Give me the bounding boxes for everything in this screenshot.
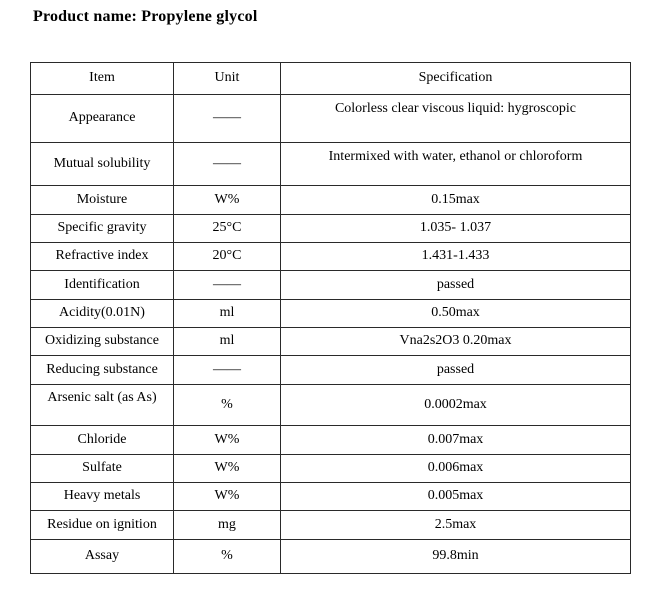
spec-cell: Colorless clear viscous liquid: hygroscopic [281,95,631,143]
spec-cell: 2.5max [281,511,631,540]
spec-cell: 99.8min [281,540,631,574]
table-row [31,540,631,574]
table-header-row [31,63,631,95]
table-row [31,385,631,426]
spec-cell: Intermixed with water, ethanol or chloroform [281,143,631,186]
item-cell: Mutual solubility [31,143,174,186]
spec-cell: Vna2s2O3 0.20max [281,328,631,356]
item-cell: Specific gravity [31,215,174,243]
spec-cell: 0.50max [281,300,631,328]
item-cell: Residue on ignition [31,511,174,540]
item-cell: Assay [31,540,174,574]
specification-table [30,62,631,574]
item-cell: Reducing substance [31,356,174,385]
table-row [31,426,631,455]
spec-cell: 0.006max [281,455,631,483]
unit-cell: % [174,385,281,426]
item-cell: Appearance [31,95,174,143]
unit-cell: W% [174,483,281,511]
unit-cell: —— [174,143,281,186]
spec-cell: 1.035- 1.037 [281,215,631,243]
table-row [31,328,631,356]
item-cell: Sulfate [31,455,174,483]
item-cell: Arsenic salt (as As) [31,385,174,426]
unit-cell: % [174,540,281,574]
table-row [31,511,631,540]
table-row [31,186,631,215]
unit-cell: —— [174,271,281,300]
unit-cell: W% [174,426,281,455]
spec-cell: 0.007max [281,426,631,455]
unit-cell: —— [174,356,281,385]
unit-cell: 20°C [174,243,281,271]
item-cell: Refractive index [31,243,174,271]
table-row [31,483,631,511]
spec-cell: 0.005max [281,483,631,511]
unit-cell: mg [174,511,281,540]
table-row [31,215,631,243]
table-row [31,356,631,385]
spec-cell: passed [281,356,631,385]
item-cell: Identification [31,271,174,300]
column-header-specification: Specification [281,63,631,95]
unit-cell: —— [174,95,281,143]
table-row [31,95,631,143]
unit-cell: W% [174,455,281,483]
table-row [31,271,631,300]
item-cell: Heavy metals [31,483,174,511]
spec-cell: 0.0002max [281,385,631,426]
item-cell: Moisture [31,186,174,215]
unit-cell: 25°C [174,215,281,243]
spec-table-body [31,95,631,574]
column-header-unit: Unit [174,63,281,95]
item-cell: Oxidizing substance [31,328,174,356]
table-row [31,143,631,186]
spec-cell: 1.431-1.433 [281,243,631,271]
unit-cell: ml [174,328,281,356]
unit-cell: W% [174,186,281,215]
item-cell: Chloride [31,426,174,455]
spec-cell: passed [281,271,631,300]
table-row [31,455,631,483]
unit-cell: ml [174,300,281,328]
column-header-item: Item [31,63,174,95]
table-row [31,243,631,271]
product-name-title: Product name: Propylene glycol [33,8,258,25]
item-cell: Acidity(0.01N) [31,300,174,328]
spec-cell: 0.15max [281,186,631,215]
table-row [31,300,631,328]
